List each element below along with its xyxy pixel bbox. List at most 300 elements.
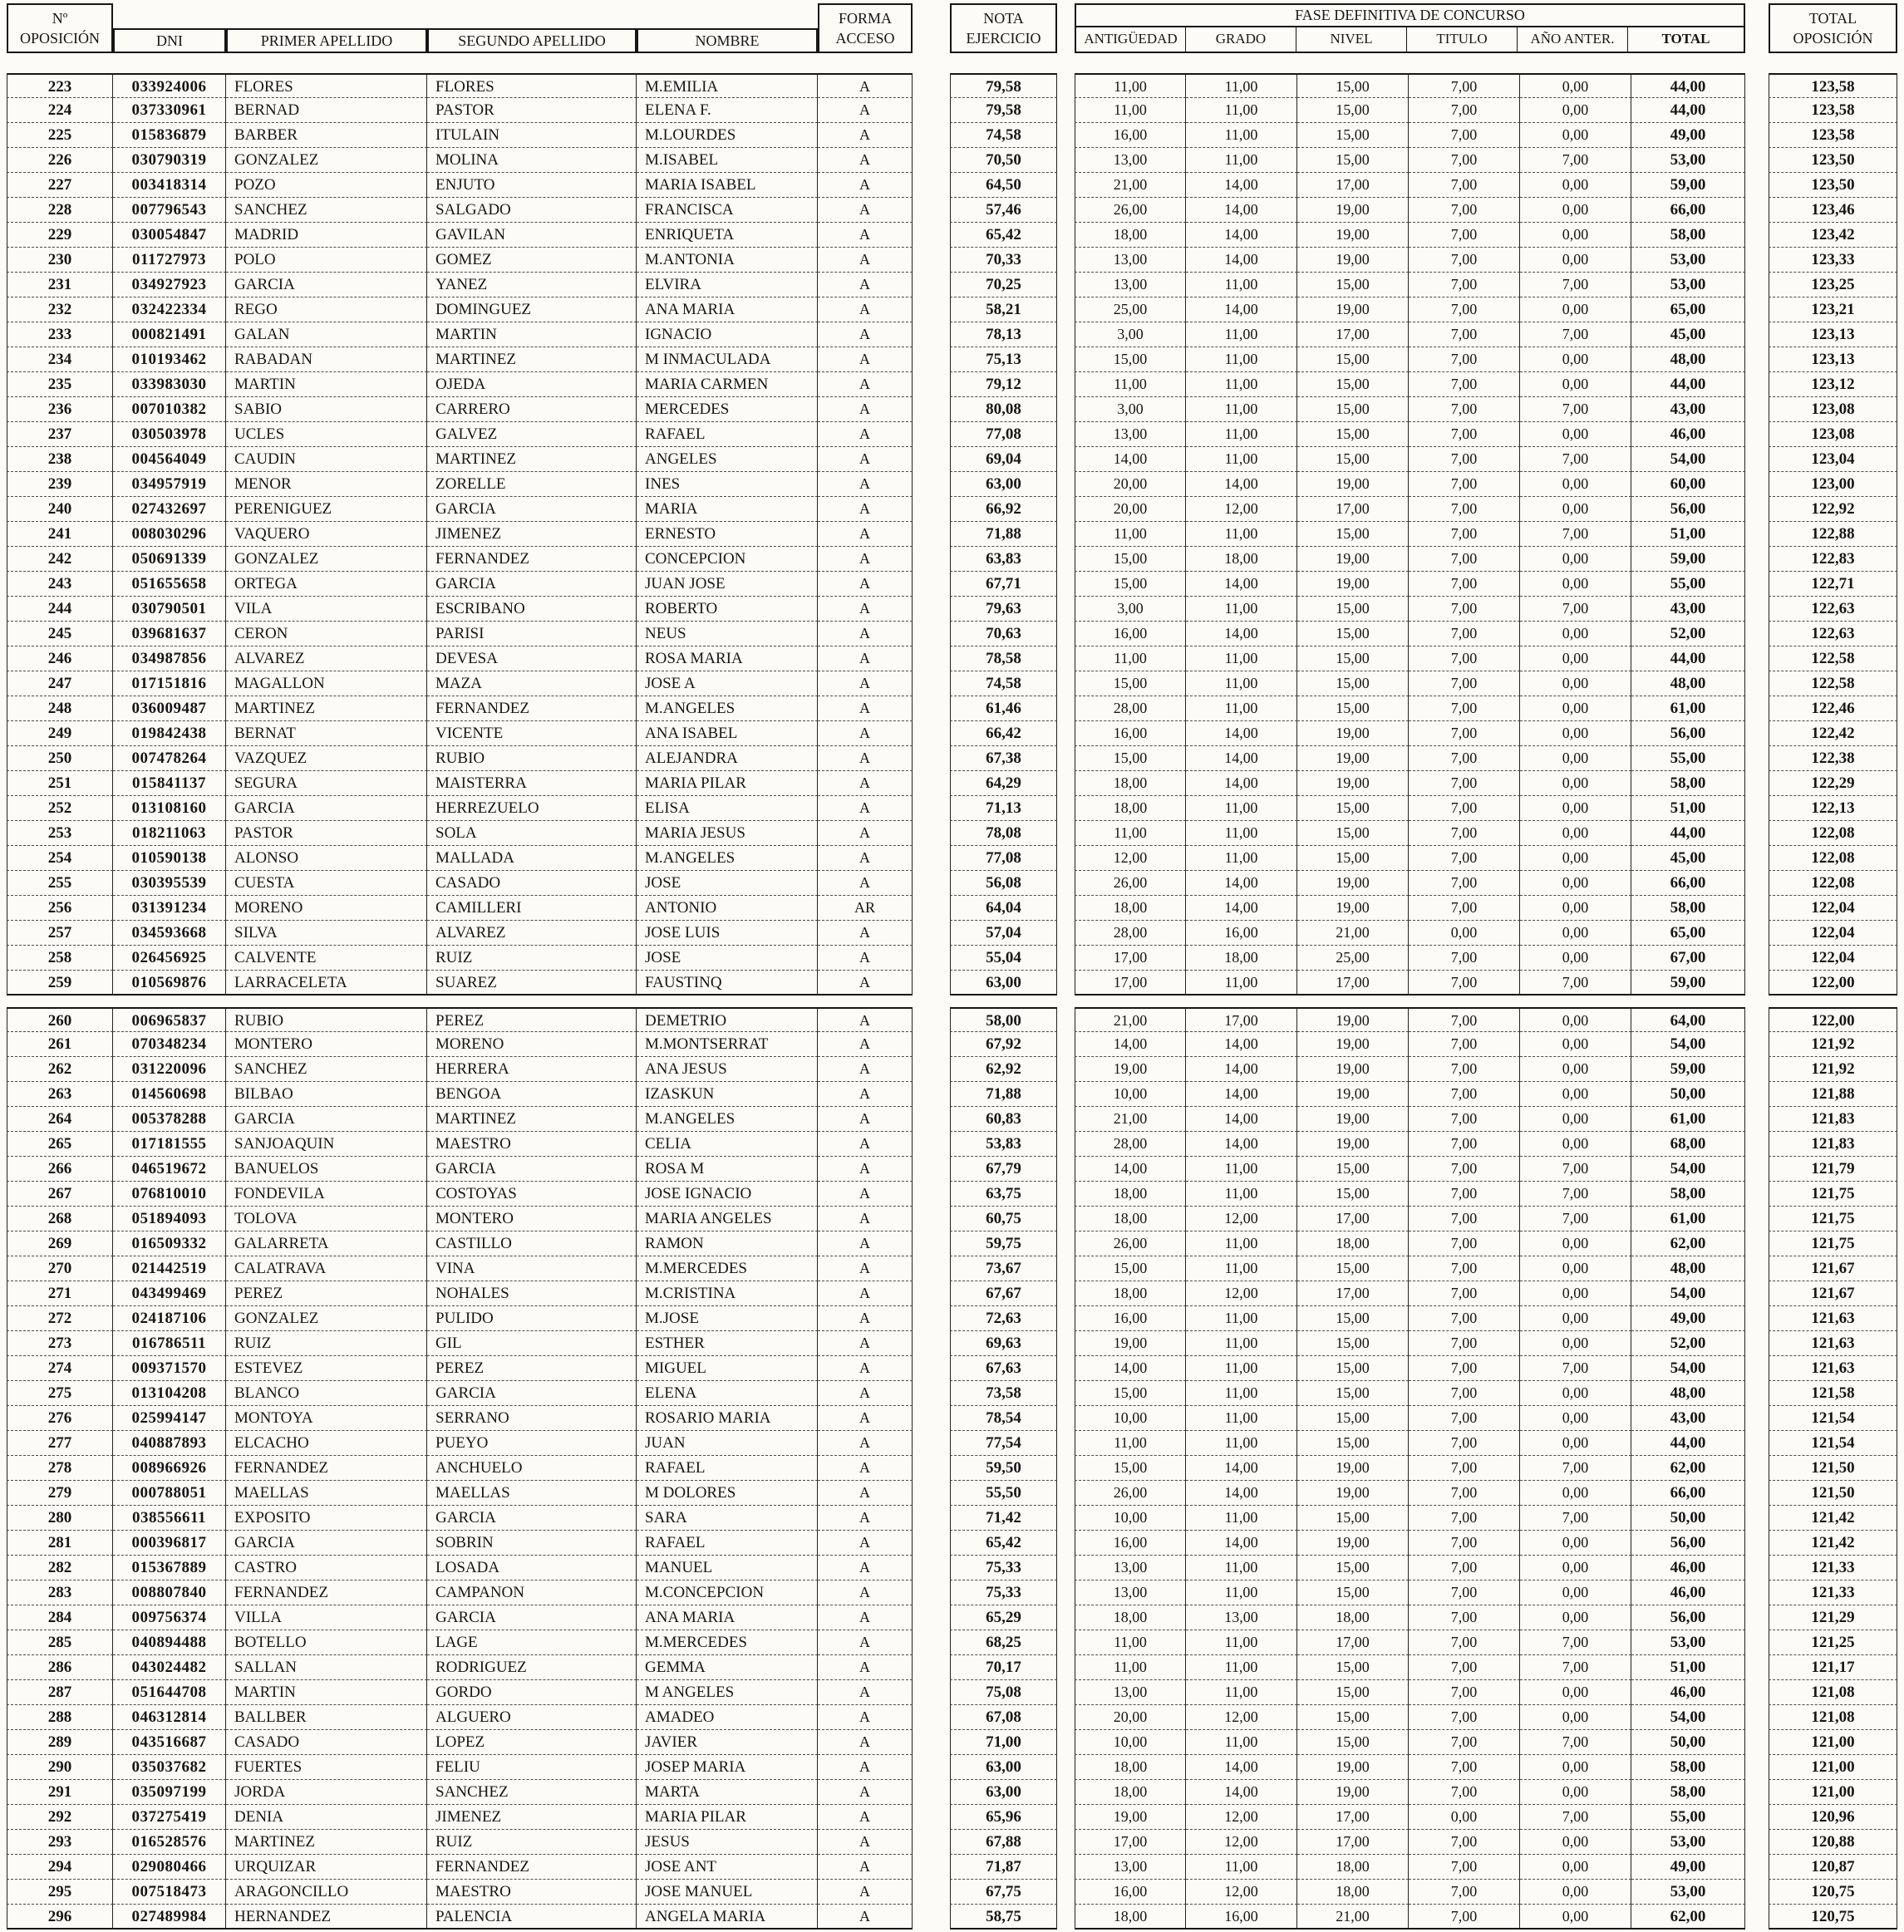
cell-dni: 013104208 [113, 1381, 226, 1406]
cell-grado: 11,00 [1186, 1630, 1297, 1655]
cell-grado: 16,00 [1186, 1905, 1297, 1930]
column-gutter [1057, 921, 1075, 946]
column-gutter [1057, 696, 1075, 721]
column-gutter [1745, 1231, 1769, 1256]
cell-nombre: M DOLORES [637, 1481, 818, 1506]
cell-antiguedad: 18,00 [1075, 223, 1186, 248]
cell-anio-anterior: 0,00 [1520, 1256, 1631, 1281]
header-total-line2: OPOSICIÓN [1793, 30, 1873, 47]
cell-primer-apellido: ESTEVEZ [226, 1356, 427, 1381]
column-gutter [913, 173, 950, 198]
cell-dni: 008030296 [113, 522, 226, 547]
cell-nota-ejercicio: 58,21 [950, 297, 1057, 322]
cell-dni: 004564049 [113, 447, 226, 472]
cell-grado: 11,00 [1186, 671, 1297, 696]
cell-num-oposicion: 224 [7, 98, 113, 123]
cell-anio-anterior: 0,00 [1520, 946, 1631, 971]
cell-dni: 024187106 [113, 1306, 226, 1331]
table-row [7, 946, 1904, 971]
cell-nota-ejercicio: 62,92 [950, 1057, 1057, 1082]
cell-segundo-apellido: ALGUERO [427, 1705, 637, 1730]
cell-nombre: ROSA M [637, 1157, 818, 1182]
cell-nota-ejercicio: 67,88 [950, 1830, 1057, 1855]
cell-antiguedad: 26,00 [1075, 1481, 1186, 1506]
column-gutter [1057, 1082, 1075, 1107]
cell-num-oposicion: 288 [7, 1705, 113, 1730]
cell-nombre: FRANCISCA [637, 198, 818, 223]
cell-anio-anterior: 0,00 [1520, 1905, 1631, 1930]
cell-segundo-apellido: CAMILLERI [427, 896, 637, 921]
table-row [7, 497, 1904, 522]
cell-nota-ejercicio: 63,00 [950, 1780, 1057, 1805]
column-gutter [1745, 1381, 1769, 1406]
cell-total-fase: 67,00 [1631, 946, 1745, 971]
table-row [7, 1780, 1904, 1805]
cell-antiguedad: 10,00 [1075, 1730, 1186, 1755]
table-row [7, 123, 1904, 148]
cell-segundo-apellido: HERREZUELO [427, 796, 637, 821]
cell-nota-ejercicio: 61,46 [950, 696, 1057, 721]
cell-antiguedad: 11,00 [1075, 73, 1186, 98]
cell-total-fase: 53,00 [1631, 148, 1745, 173]
table-row [7, 297, 1904, 322]
column-gutter [1057, 248, 1075, 273]
cell-antiguedad: 26,00 [1075, 1231, 1186, 1256]
cell-anio-anterior: 0,00 [1520, 1306, 1631, 1331]
cell-num-oposicion: 245 [7, 622, 113, 646]
header-segundo-apellido-label: SEGUNDO APELLIDO [458, 32, 606, 49]
cell-dni: 000788051 [113, 1481, 226, 1506]
cell-num-oposicion: 223 [7, 73, 113, 98]
cell-segundo-apellido: RUBIO [427, 746, 637, 771]
cell-nivel: 17,00 [1297, 1830, 1409, 1855]
cell-antiguedad: 20,00 [1075, 1705, 1186, 1730]
cell-total-fase: 59,00 [1631, 1057, 1745, 1082]
cell-total-oposicion: 121,25 [1769, 1630, 1897, 1655]
cell-total-fase: 53,00 [1631, 1630, 1745, 1655]
column-gutter [913, 1182, 950, 1207]
cell-grado: 11,00 [1186, 1231, 1297, 1256]
cell-grado: 11,00 [1186, 646, 1297, 671]
cell-primer-apellido: RABADAN [226, 347, 427, 372]
cell-total-oposicion: 123,12 [1769, 372, 1897, 397]
cell-titulo: 7,00 [1409, 1231, 1520, 1256]
cell-grado: 14,00 [1186, 297, 1297, 322]
cell-forma-acceso: A [818, 1605, 913, 1630]
cell-segundo-apellido: CASTILLO [427, 1231, 637, 1256]
cell-primer-apellido: ALONSO [226, 846, 427, 871]
cell-primer-apellido: RUBIO [226, 1007, 427, 1032]
cell-forma-acceso: A [818, 1805, 913, 1830]
cell-nombre: JOSE ANT [637, 1855, 818, 1880]
cell-total-fase: 55,00 [1631, 572, 1745, 597]
column-gutter [913, 971, 950, 995]
cell-segundo-apellido: YANEZ [427, 273, 637, 297]
cell-dni: 035037682 [113, 1755, 226, 1780]
cell-total-fase: 62,00 [1631, 1456, 1745, 1481]
cell-primer-apellido: CAUDIN [226, 447, 427, 472]
column-gutter [1057, 1132, 1075, 1157]
cell-nombre: ELENA [637, 1381, 818, 1406]
cell-total-fase: 46,00 [1631, 1680, 1745, 1705]
cell-total-oposicion: 123,33 [1769, 248, 1897, 273]
cell-total-oposicion: 121,63 [1769, 1356, 1897, 1381]
cell-num-oposicion: 268 [7, 1207, 113, 1231]
column-gutter [913, 1605, 950, 1630]
cell-nombre: ELENA F. [637, 98, 818, 123]
cell-nota-ejercicio: 66,92 [950, 497, 1057, 522]
cell-nota-ejercicio: 67,08 [950, 1705, 1057, 1730]
cell-dni: 039681637 [113, 622, 226, 646]
cell-dni: 027432697 [113, 497, 226, 522]
cell-nivel: 19,00 [1297, 223, 1409, 248]
cell-anio-anterior: 0,00 [1520, 896, 1631, 921]
cell-antiguedad: 15,00 [1075, 1256, 1186, 1281]
cell-forma-acceso: A [818, 198, 913, 223]
cell-nombre: SARA [637, 1506, 818, 1531]
cell-nivel: 19,00 [1297, 572, 1409, 597]
table-row [7, 547, 1904, 572]
header-gutter [1057, 52, 1075, 53]
cell-titulo: 7,00 [1409, 1182, 1520, 1207]
column-gutter [913, 73, 950, 98]
cell-forma-acceso: A [818, 472, 913, 497]
cell-anio-anterior: 0,00 [1520, 721, 1631, 746]
cell-primer-apellido: VAQUERO [226, 522, 427, 547]
cell-titulo: 7,00 [1409, 572, 1520, 597]
cell-grado: 11,00 [1186, 372, 1297, 397]
cell-primer-apellido: LARRACELETA [226, 971, 427, 995]
cell-forma-acceso: A [818, 1855, 913, 1880]
cell-nombre: ELISA [637, 796, 818, 821]
cell-dni: 000821491 [113, 322, 226, 347]
cell-total-oposicion: 123,58 [1769, 123, 1897, 148]
table-row [7, 1755, 1904, 1780]
cell-primer-apellido: ALVAREZ [226, 646, 427, 671]
cell-forma-acceso: A [818, 1705, 913, 1730]
cell-forma-acceso: AR [818, 896, 913, 921]
column-gutter [1745, 1256, 1769, 1281]
cell-total-oposicion: 122,08 [1769, 821, 1897, 846]
cell-segundo-apellido: PALENCIA [427, 1905, 637, 1930]
cell-forma-acceso: A [818, 1680, 913, 1705]
cell-nivel: 15,00 [1297, 1556, 1409, 1581]
cell-nivel: 18,00 [1297, 1855, 1409, 1880]
cell-primer-apellido: PERENIGUEZ [226, 497, 427, 522]
cell-antiguedad: 14,00 [1075, 1157, 1186, 1182]
cell-total-oposicion: 123,00 [1769, 472, 1897, 497]
cell-total-oposicion: 121,67 [1769, 1256, 1897, 1281]
cell-total-fase: 50,00 [1631, 1082, 1745, 1107]
cell-titulo: 7,00 [1409, 1880, 1520, 1905]
header-num-oposicion [7, 3, 113, 53]
column-gutter [1745, 1007, 1769, 1032]
cell-total-oposicion: 121,63 [1769, 1306, 1897, 1331]
cell-antiguedad: 10,00 [1075, 1082, 1186, 1107]
cell-nombre: ANA JESUS [637, 1057, 818, 1082]
cell-num-oposicion: 275 [7, 1381, 113, 1406]
cell-titulo: 7,00 [1409, 1755, 1520, 1780]
cell-anio-anterior: 0,00 [1520, 1231, 1631, 1256]
cell-grado: 14,00 [1186, 1780, 1297, 1805]
cell-nota-ejercicio: 75,13 [950, 347, 1057, 372]
cell-dni: 043499469 [113, 1281, 226, 1306]
cell-grado: 11,00 [1186, 971, 1297, 995]
cell-nivel: 17,00 [1297, 173, 1409, 198]
cell-segundo-apellido: ALVAREZ [427, 921, 637, 946]
cell-num-oposicion: 294 [7, 1855, 113, 1880]
cell-nombre: MARIA ANGELES [637, 1207, 818, 1231]
cell-nivel: 17,00 [1297, 497, 1409, 522]
cell-dni: 046312814 [113, 1705, 226, 1730]
cell-titulo: 7,00 [1409, 273, 1520, 297]
cell-anio-anterior: 0,00 [1520, 98, 1631, 123]
cell-nombre: ROSA MARIA [637, 646, 818, 671]
cell-primer-apellido: ELCACHO [226, 1431, 427, 1456]
cell-nota-ejercicio: 63,75 [950, 1182, 1057, 1207]
cell-dni: 032422334 [113, 297, 226, 322]
cell-antiguedad: 11,00 [1075, 1630, 1186, 1655]
cell-nombre: GEMMA [637, 1655, 818, 1680]
cell-total-fase: 54,00 [1631, 1281, 1745, 1306]
cell-nombre: M.ANGELES [637, 696, 818, 721]
cell-nivel: 15,00 [1297, 622, 1409, 646]
cell-num-oposicion: 274 [7, 1356, 113, 1381]
cell-titulo: 7,00 [1409, 1431, 1520, 1456]
column-gutter [1745, 1905, 1769, 1930]
cell-segundo-apellido: LOSADA [427, 1556, 637, 1581]
column-gutter [1057, 1306, 1075, 1331]
cell-grado: 11,00 [1186, 1356, 1297, 1381]
cell-forma-acceso: A [818, 1406, 913, 1431]
column-gutter [1057, 721, 1075, 746]
cell-nivel: 19,00 [1297, 771, 1409, 796]
cell-antiguedad: 16,00 [1075, 123, 1186, 148]
cell-primer-apellido: URQUIZAR [226, 1855, 427, 1880]
cell-anio-anterior: 0,00 [1520, 1531, 1631, 1556]
cell-nombre: ESTHER [637, 1331, 818, 1356]
cell-nivel: 19,00 [1297, 297, 1409, 322]
cell-nota-ejercicio: 80,08 [950, 397, 1057, 422]
column-gutter [913, 1157, 950, 1182]
table-row [7, 1231, 1904, 1256]
table-row [7, 1630, 1904, 1655]
cell-grado: 18,00 [1186, 547, 1297, 572]
column-gutter [1057, 671, 1075, 696]
cell-total-fase: 61,00 [1631, 696, 1745, 721]
cell-titulo: 7,00 [1409, 946, 1520, 971]
cell-nota-ejercicio: 53,83 [950, 1132, 1057, 1157]
cell-nombre: ENRIQUETA [637, 223, 818, 248]
cell-titulo: 7,00 [1409, 846, 1520, 871]
column-gutter [1057, 971, 1075, 995]
cell-total-fase: 59,00 [1631, 173, 1745, 198]
cell-grado: 14,00 [1186, 771, 1297, 796]
column-gutter [1745, 1057, 1769, 1082]
cell-dni: 017151816 [113, 671, 226, 696]
cell-total-oposicion: 123,50 [1769, 148, 1897, 173]
cell-forma-acceso: A [818, 1207, 913, 1231]
cell-segundo-apellido: OJEDA [427, 372, 637, 397]
cell-titulo: 7,00 [1409, 1082, 1520, 1107]
column-gutter [913, 1755, 950, 1780]
cell-titulo: 7,00 [1409, 547, 1520, 572]
cell-segundo-apellido: PULIDO [427, 1306, 637, 1331]
table-row [7, 1281, 1904, 1306]
cell-primer-apellido: CALATRAVA [226, 1256, 427, 1281]
cell-titulo: 0,00 [1409, 921, 1520, 946]
cell-antiguedad: 12,00 [1075, 846, 1186, 871]
cell-grado: 11,00 [1186, 1306, 1297, 1331]
cell-forma-acceso: A [818, 1630, 913, 1655]
cell-antiguedad: 15,00 [1075, 572, 1186, 597]
cell-primer-apellido: BILBAO [226, 1082, 427, 1107]
cell-total-fase: 59,00 [1631, 971, 1745, 995]
cell-grado: 11,00 [1186, 1680, 1297, 1705]
column-gutter [913, 1680, 950, 1705]
table-row [7, 1880, 1904, 1905]
cell-total-fase: 45,00 [1631, 322, 1745, 347]
cell-dni: 046519672 [113, 1157, 226, 1182]
cell-total-fase: 68,00 [1631, 1132, 1745, 1157]
cell-num-oposicion: 259 [7, 971, 113, 995]
cell-dni: 019842438 [113, 721, 226, 746]
cell-forma-acceso: A [818, 1431, 913, 1456]
column-gutter [913, 273, 950, 297]
cell-num-oposicion: 271 [7, 1281, 113, 1306]
cell-nota-ejercicio: 71,87 [950, 1855, 1057, 1880]
cell-anio-anterior: 0,00 [1520, 1107, 1631, 1132]
cell-nota-ejercicio: 63,00 [950, 1755, 1057, 1780]
cell-primer-apellido: GARCIA [226, 1531, 427, 1556]
cell-nivel: 17,00 [1297, 1805, 1409, 1830]
cell-anio-anterior: 0,00 [1520, 1855, 1631, 1880]
header-total-line1: TOTAL [1808, 10, 1857, 27]
cell-titulo: 7,00 [1409, 1581, 1520, 1605]
cell-total-fase: 49,00 [1631, 123, 1745, 148]
cell-nota-ejercicio: 73,58 [950, 1381, 1057, 1406]
cell-total-oposicion: 123,13 [1769, 322, 1897, 347]
cell-total-oposicion: 122,83 [1769, 547, 1897, 572]
cell-segundo-apellido: ENJUTO [427, 173, 637, 198]
cell-num-oposicion: 277 [7, 1431, 113, 1456]
cell-total-fase: 50,00 [1631, 1506, 1745, 1531]
cell-anio-anterior: 0,00 [1520, 796, 1631, 821]
cell-forma-acceso: A [818, 1032, 913, 1057]
cell-nombre: MERCEDES [637, 397, 818, 422]
header-fase-group [1075, 3, 1745, 53]
cell-anio-anterior: 0,00 [1520, 1680, 1631, 1705]
table-row [7, 173, 1904, 198]
column-gutter [913, 1281, 950, 1306]
table-row [7, 1605, 1904, 1630]
cell-antiguedad: 21,00 [1075, 173, 1186, 198]
cell-nota-ejercicio: 77,08 [950, 422, 1057, 447]
column-gutter [1057, 497, 1075, 522]
cell-num-oposicion: 264 [7, 1107, 113, 1132]
cell-total-oposicion: 120,87 [1769, 1855, 1897, 1880]
column-gutter [1057, 1531, 1075, 1556]
cell-forma-acceso: A [818, 1381, 913, 1406]
cell-antiguedad: 11,00 [1075, 372, 1186, 397]
cell-grado: 11,00 [1186, 522, 1297, 547]
cell-antiguedad: 15,00 [1075, 671, 1186, 696]
table-row [7, 1207, 1904, 1231]
cell-total-oposicion: 121,33 [1769, 1556, 1897, 1581]
column-gutter [1057, 1381, 1075, 1406]
cell-nombre: DEMETRIO [637, 1007, 818, 1032]
cell-antiguedad: 17,00 [1075, 946, 1186, 971]
column-gutter [1745, 73, 1769, 98]
header-nota-line1: NOTA [983, 10, 1024, 27]
cell-nivel: 19,00 [1297, 721, 1409, 746]
cell-segundo-apellido: SALGADO [427, 198, 637, 223]
cell-titulo: 7,00 [1409, 173, 1520, 198]
column-gutter [1745, 98, 1769, 123]
cell-nota-ejercicio: 75,33 [950, 1581, 1057, 1605]
cell-antiguedad: 3,00 [1075, 322, 1186, 347]
cell-anio-anterior: 0,00 [1520, 1381, 1631, 1406]
cell-titulo: 0,00 [1409, 1805, 1520, 1830]
cell-grado: 12,00 [1186, 1705, 1297, 1730]
cell-primer-apellido: CALVENTE [226, 946, 427, 971]
cell-dni: 010590138 [113, 846, 226, 871]
cell-anio-anterior: 7,00 [1520, 1207, 1631, 1231]
cell-total-oposicion: 123,13 [1769, 347, 1897, 372]
column-gutter [1057, 1630, 1075, 1655]
cell-nivel: 19,00 [1297, 248, 1409, 273]
cell-titulo: 7,00 [1409, 1531, 1520, 1556]
cell-nota-ejercicio: 69,63 [950, 1331, 1057, 1356]
column-gutter [913, 696, 950, 721]
cell-titulo: 7,00 [1409, 1331, 1520, 1356]
cell-primer-apellido: SEGURA [226, 771, 427, 796]
cell-anio-anterior: 0,00 [1520, 1082, 1631, 1107]
column-gutter [1745, 472, 1769, 497]
column-gutter [913, 1082, 950, 1107]
cell-titulo: 7,00 [1409, 148, 1520, 173]
cell-total-fase: 61,00 [1631, 1107, 1745, 1132]
table-row [7, 73, 1904, 98]
cell-total-fase: 48,00 [1631, 1381, 1745, 1406]
table-row [7, 771, 1904, 796]
cell-segundo-apellido: GOMEZ [427, 248, 637, 273]
cell-dni: 007478264 [113, 746, 226, 771]
cell-num-oposicion: 272 [7, 1306, 113, 1331]
cell-num-oposicion: 295 [7, 1880, 113, 1905]
cell-nombre: M ANGELES [637, 1680, 818, 1705]
cell-nota-ejercicio: 71,13 [950, 796, 1057, 821]
cell-total-fase: 54,00 [1631, 1705, 1745, 1730]
cell-total-fase: 58,00 [1631, 1755, 1745, 1780]
cell-antiguedad: 11,00 [1075, 646, 1186, 671]
cell-primer-apellido: BERNAT [226, 721, 427, 746]
cell-nombre: RAFAEL [637, 422, 818, 447]
column-gutter [1745, 771, 1769, 796]
cell-titulo: 7,00 [1409, 771, 1520, 796]
column-gutter [913, 1556, 950, 1581]
cell-segundo-apellido: MALLADA [427, 846, 637, 871]
cell-total-fase: 51,00 [1631, 796, 1745, 821]
table-row [7, 871, 1904, 896]
cell-titulo: 7,00 [1409, 1032, 1520, 1057]
header-fase-subcolumns [1076, 27, 1744, 52]
cell-dni: 021442519 [113, 1256, 226, 1281]
cell-anio-anterior: 0,00 [1520, 646, 1631, 671]
cell-antiguedad: 15,00 [1075, 347, 1186, 372]
cell-num-oposicion: 276 [7, 1406, 113, 1431]
cell-primer-apellido: BERNAD [226, 98, 427, 123]
